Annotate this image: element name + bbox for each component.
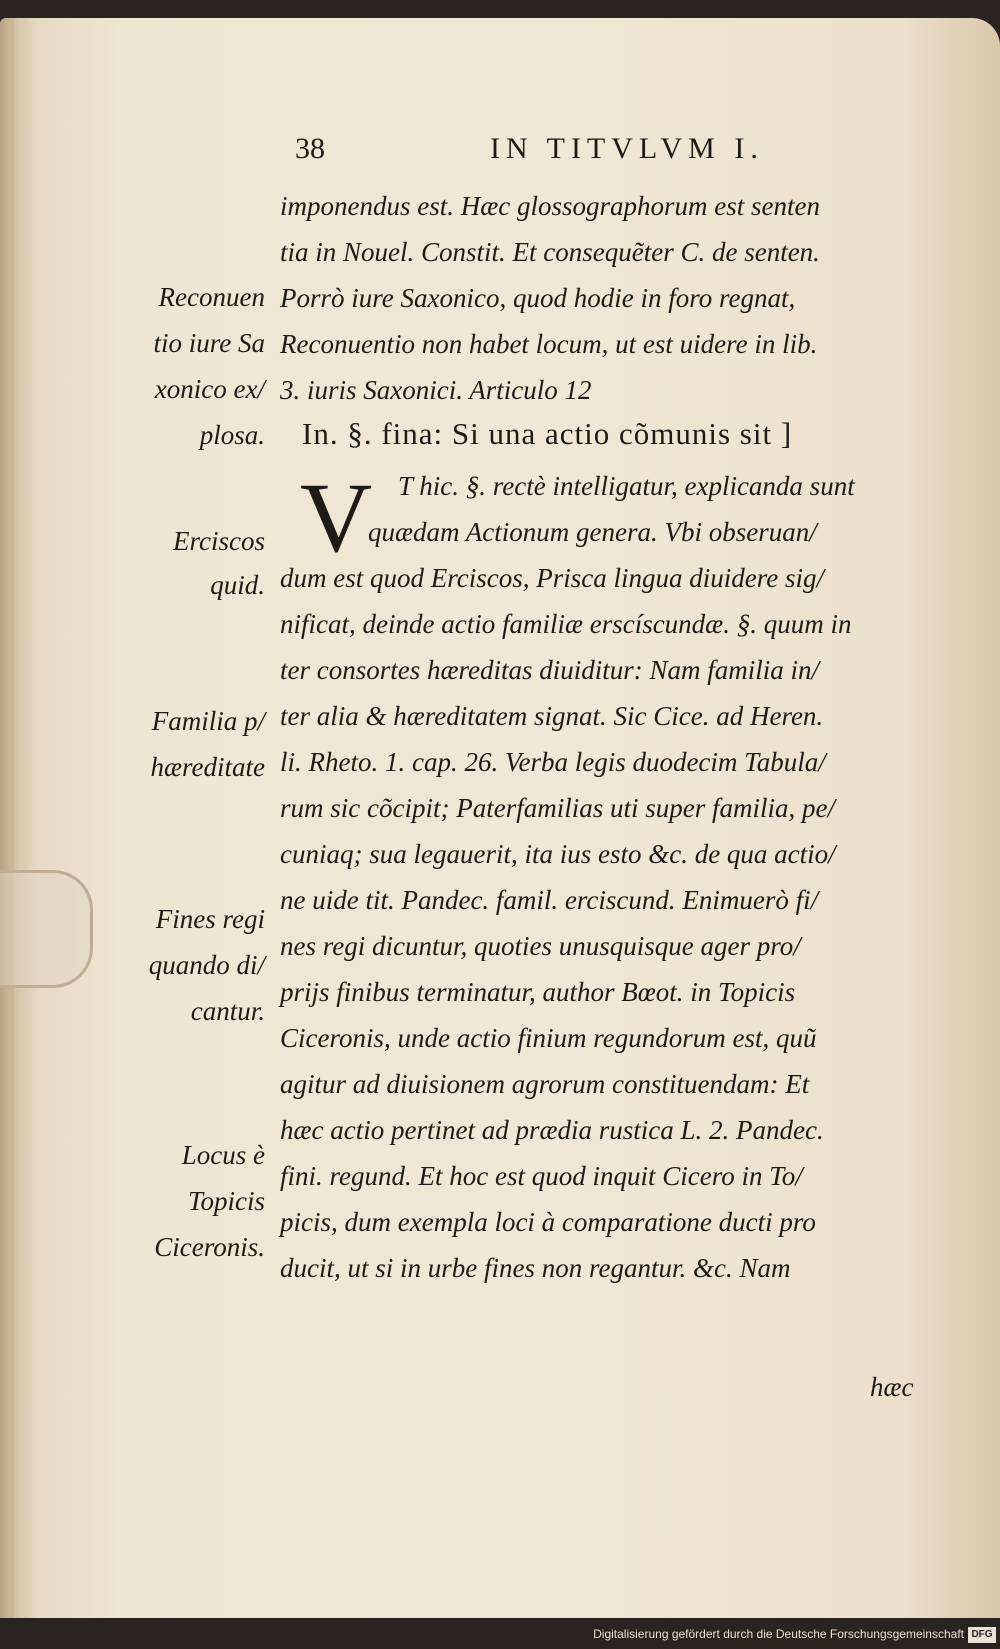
margin-note-line: quando di/ — [148, 950, 265, 980]
margin-note-line: cantur. — [190, 996, 265, 1026]
body-line: agitur ad diuisionem agrorum constituendam: Et — [280, 1069, 810, 1099]
binding-shadow — [0, 18, 38, 1618]
body-line: Ciceronis, unde actio finium regundorum est, quũ — [280, 1023, 817, 1053]
margin-note-line: Fines regi — [155, 904, 265, 934]
page-clip — [0, 870, 93, 988]
page-number: 38 — [295, 132, 325, 165]
margin-note-erciscos — [173, 526, 265, 614]
body-line: hæc actio pertinet ad prædia rustica L. 2. Pandec. — [280, 1115, 824, 1145]
footer-bar — [0, 1618, 1000, 1649]
body-line: ter consortes hæreditas diuiditur: Nam familia in/ — [280, 655, 820, 685]
margin-note-line: Erciscos — [173, 526, 265, 556]
body-line: nes regi dicuntur, quoties unusquisque ager pro/ — [280, 931, 801, 961]
body-line: Reconuentio non habet locum, ut est uidere in lib. — [280, 329, 818, 359]
catchword: hæc — [870, 1372, 914, 1402]
body-line: prijs finibus terminatur, author Bœot. in Topicis — [280, 977, 796, 1007]
margin-note-line: Ciceronis. — [154, 1232, 265, 1262]
margin-note-line: Locus è — [181, 1140, 265, 1170]
margin-note-line: Familia p/ — [151, 706, 265, 736]
margin-note-locus — [154, 1140, 265, 1278]
body-line: ter alia & hæreditatem signat. Sic Cice. ad Heren. — [280, 701, 824, 731]
page-edge — [8, 18, 14, 1618]
body-line: cuniaq; sua legauerit, ita ius esto &c. de qua actio/ — [280, 839, 836, 869]
margin-note-line: Reconuen — [158, 282, 265, 312]
body-line: Porrò iure Saxonico, quod hodie in foro regnat, — [280, 283, 796, 313]
body-line: fini. regund. Et hoc est quod inquit Cicero in To/ — [280, 1161, 803, 1191]
margin-note-line: Topicis — [187, 1186, 265, 1216]
body-line: dum est quod Erciscos, Prisca lingua diuidere sig/ — [280, 563, 824, 593]
margin-note-reconuentio — [154, 282, 266, 466]
body-line: nificat, deinde actio familiæ erscíscundæ. §. quum in — [280, 609, 852, 639]
margin-note-fines — [149, 904, 265, 1042]
margin-note-line: plosa. — [199, 420, 265, 450]
margin-note-line: xonico ex/ — [154, 374, 265, 404]
running-head — [295, 132, 915, 176]
margin-note-familia — [151, 706, 266, 798]
margin-note-line: hæreditate — [150, 752, 265, 782]
body-line: T hic. §. rectè intelligatur, explicanda sunt — [398, 471, 855, 501]
body-line: imponendus est. Hæc glossographorum est senten — [280, 191, 820, 221]
body-line: ne uide tit. Pandec. famil. erciscund. Enimuerò fi/ — [280, 885, 819, 915]
body-line: picis, dum exempla loci à comparatione ducti pro — [280, 1207, 816, 1237]
body-line: rum sic cõcipit; Paterfamilias uti super familia, pe/ — [280, 793, 835, 823]
margin-note-line: quid. — [210, 570, 265, 600]
section-heading: In. §. fina: Si una actio cõmunis sit ] — [302, 416, 793, 451]
body-line: quædam Actionum genera. Vbi obseruan/ — [368, 517, 817, 547]
margin-note-line: tio iure Sa — [153, 328, 265, 358]
body-line: tia in Nouel. Constit. Et consequẽter C. de senten. — [280, 237, 820, 267]
body-line: li. Rheto. 1. cap. 26. Verba legis duodecim Tabula/ — [280, 747, 826, 777]
body-line: 3. iuris Saxonici. Articulo 12 — [280, 375, 592, 405]
dfg-logo-icon: DFG — [968, 1627, 996, 1643]
running-title: IN TITVLVM I. — [490, 132, 764, 165]
footer-credit: Digitalisierung gefördert durch die Deutsche Forschungsgemeinschaft — [593, 1627, 964, 1641]
body-line: ducit, ut si in urbe fines non regantur. &c. Nam — [280, 1253, 791, 1283]
drop-cap: V — [300, 462, 373, 573]
